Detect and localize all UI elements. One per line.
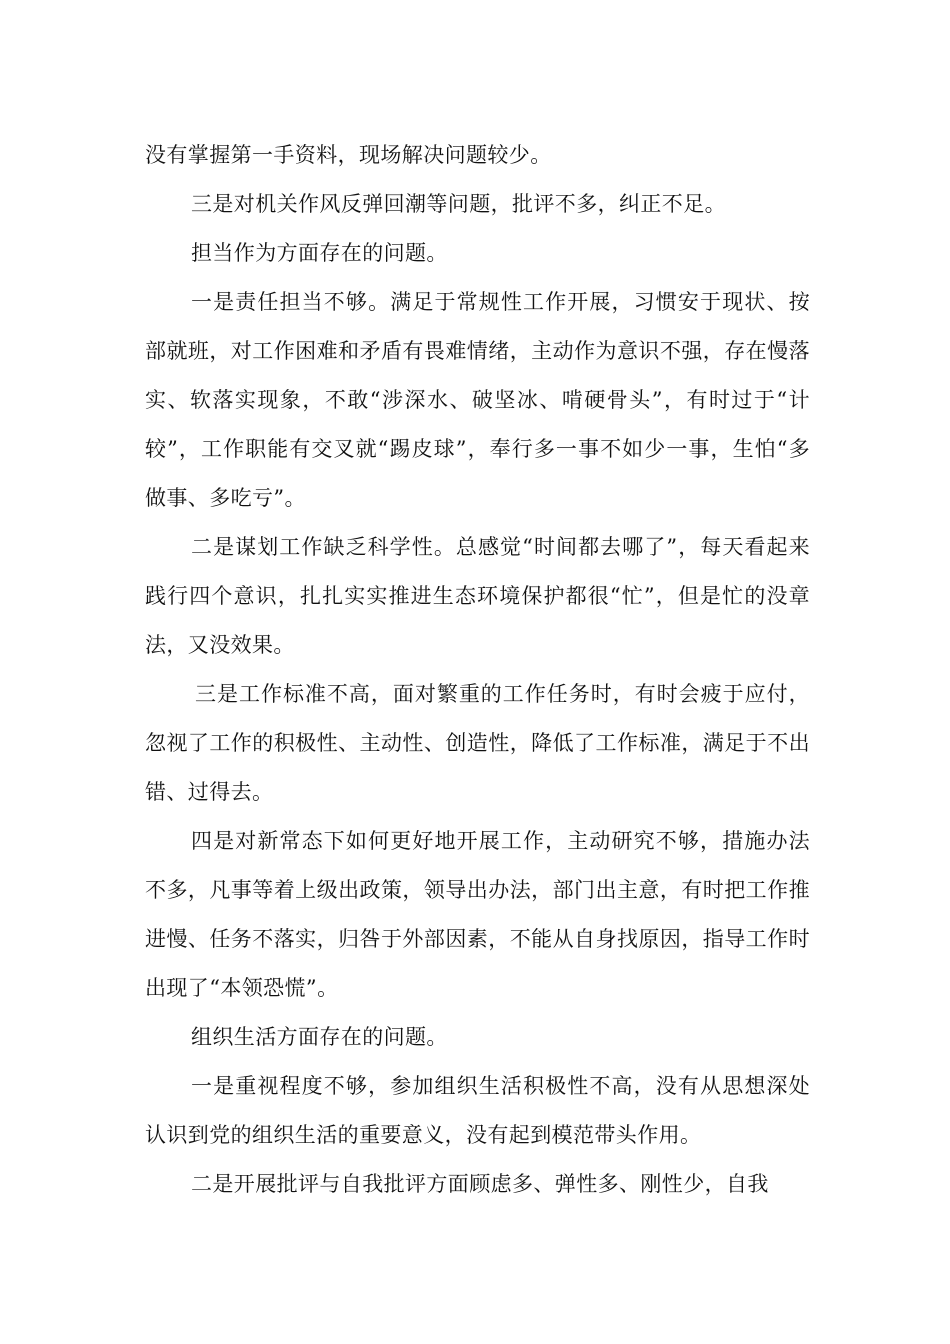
paragraph-standards: 三是工作标准不高，面对繁重的工作任务时，有时会疲于应付，忽视了工作的积极性、主动性、创造性，降低了工作标准，满足于不出错、过得去。 <box>145 682 810 804</box>
document-body <box>145 131 810 1209</box>
section-heading-responsibility: 担当作为方面存在的问题。 <box>191 241 448 265</box>
paragraph-organization-life: 一是重视程度不够，参加组织生活积极性不高，没有从思想深处认识到党的组织生活的重要意义，没有起到模范带头作用。 <box>145 1074 810 1147</box>
paragraph-new-normal: 四是对新常态下如何更好地开展工作，主动研究不够，措施办法不多，凡事等着上级出政策，领导出办法，部门出主意，有时把工作推进慢、任务不落实，归咎于外部因素，不能从自身找原因，指导工作时出现了“本领恐慌”。 <box>145 829 810 1000</box>
paragraph-planning: 二是谋划工作缺乏科学性。总感觉“时间都去哪了”，每天看起来践行四个意识，扎扎实实推进生态环境保护都很“忙”，但是忙的没章法，又没效果。 <box>145 535 810 657</box>
section-heading-organization: 组织生活方面存在的问题。 <box>191 1025 448 1049</box>
paragraph-continuation: 没有掌握第一手资料，现场解决问题较少。 <box>145 143 552 167</box>
paragraph-self-criticism: 二是开展批评与自我批评方面顾虑多、弹性多、刚性少，自我 <box>191 1172 769 1196</box>
paragraph-responsibility: 一是责任担当不够。满足于常规性工作开展，习惯安于现状、按部就班，对工作困难和矛盾有畏难情绪，主动作为意识不强，存在慢落实、软落实现象，不敢“涉深水、破坚冰、啃硬骨头”，有时过于“计较”，工作职能有交叉就“踢皮球”，奉行多一事不如少一事，生怕“多做事、多吃亏”。 <box>145 290 810 510</box>
paragraph-criticism: 三是对机关作风反弹回潮等问题，批评不多，纠正不足。 <box>191 192 726 216</box>
